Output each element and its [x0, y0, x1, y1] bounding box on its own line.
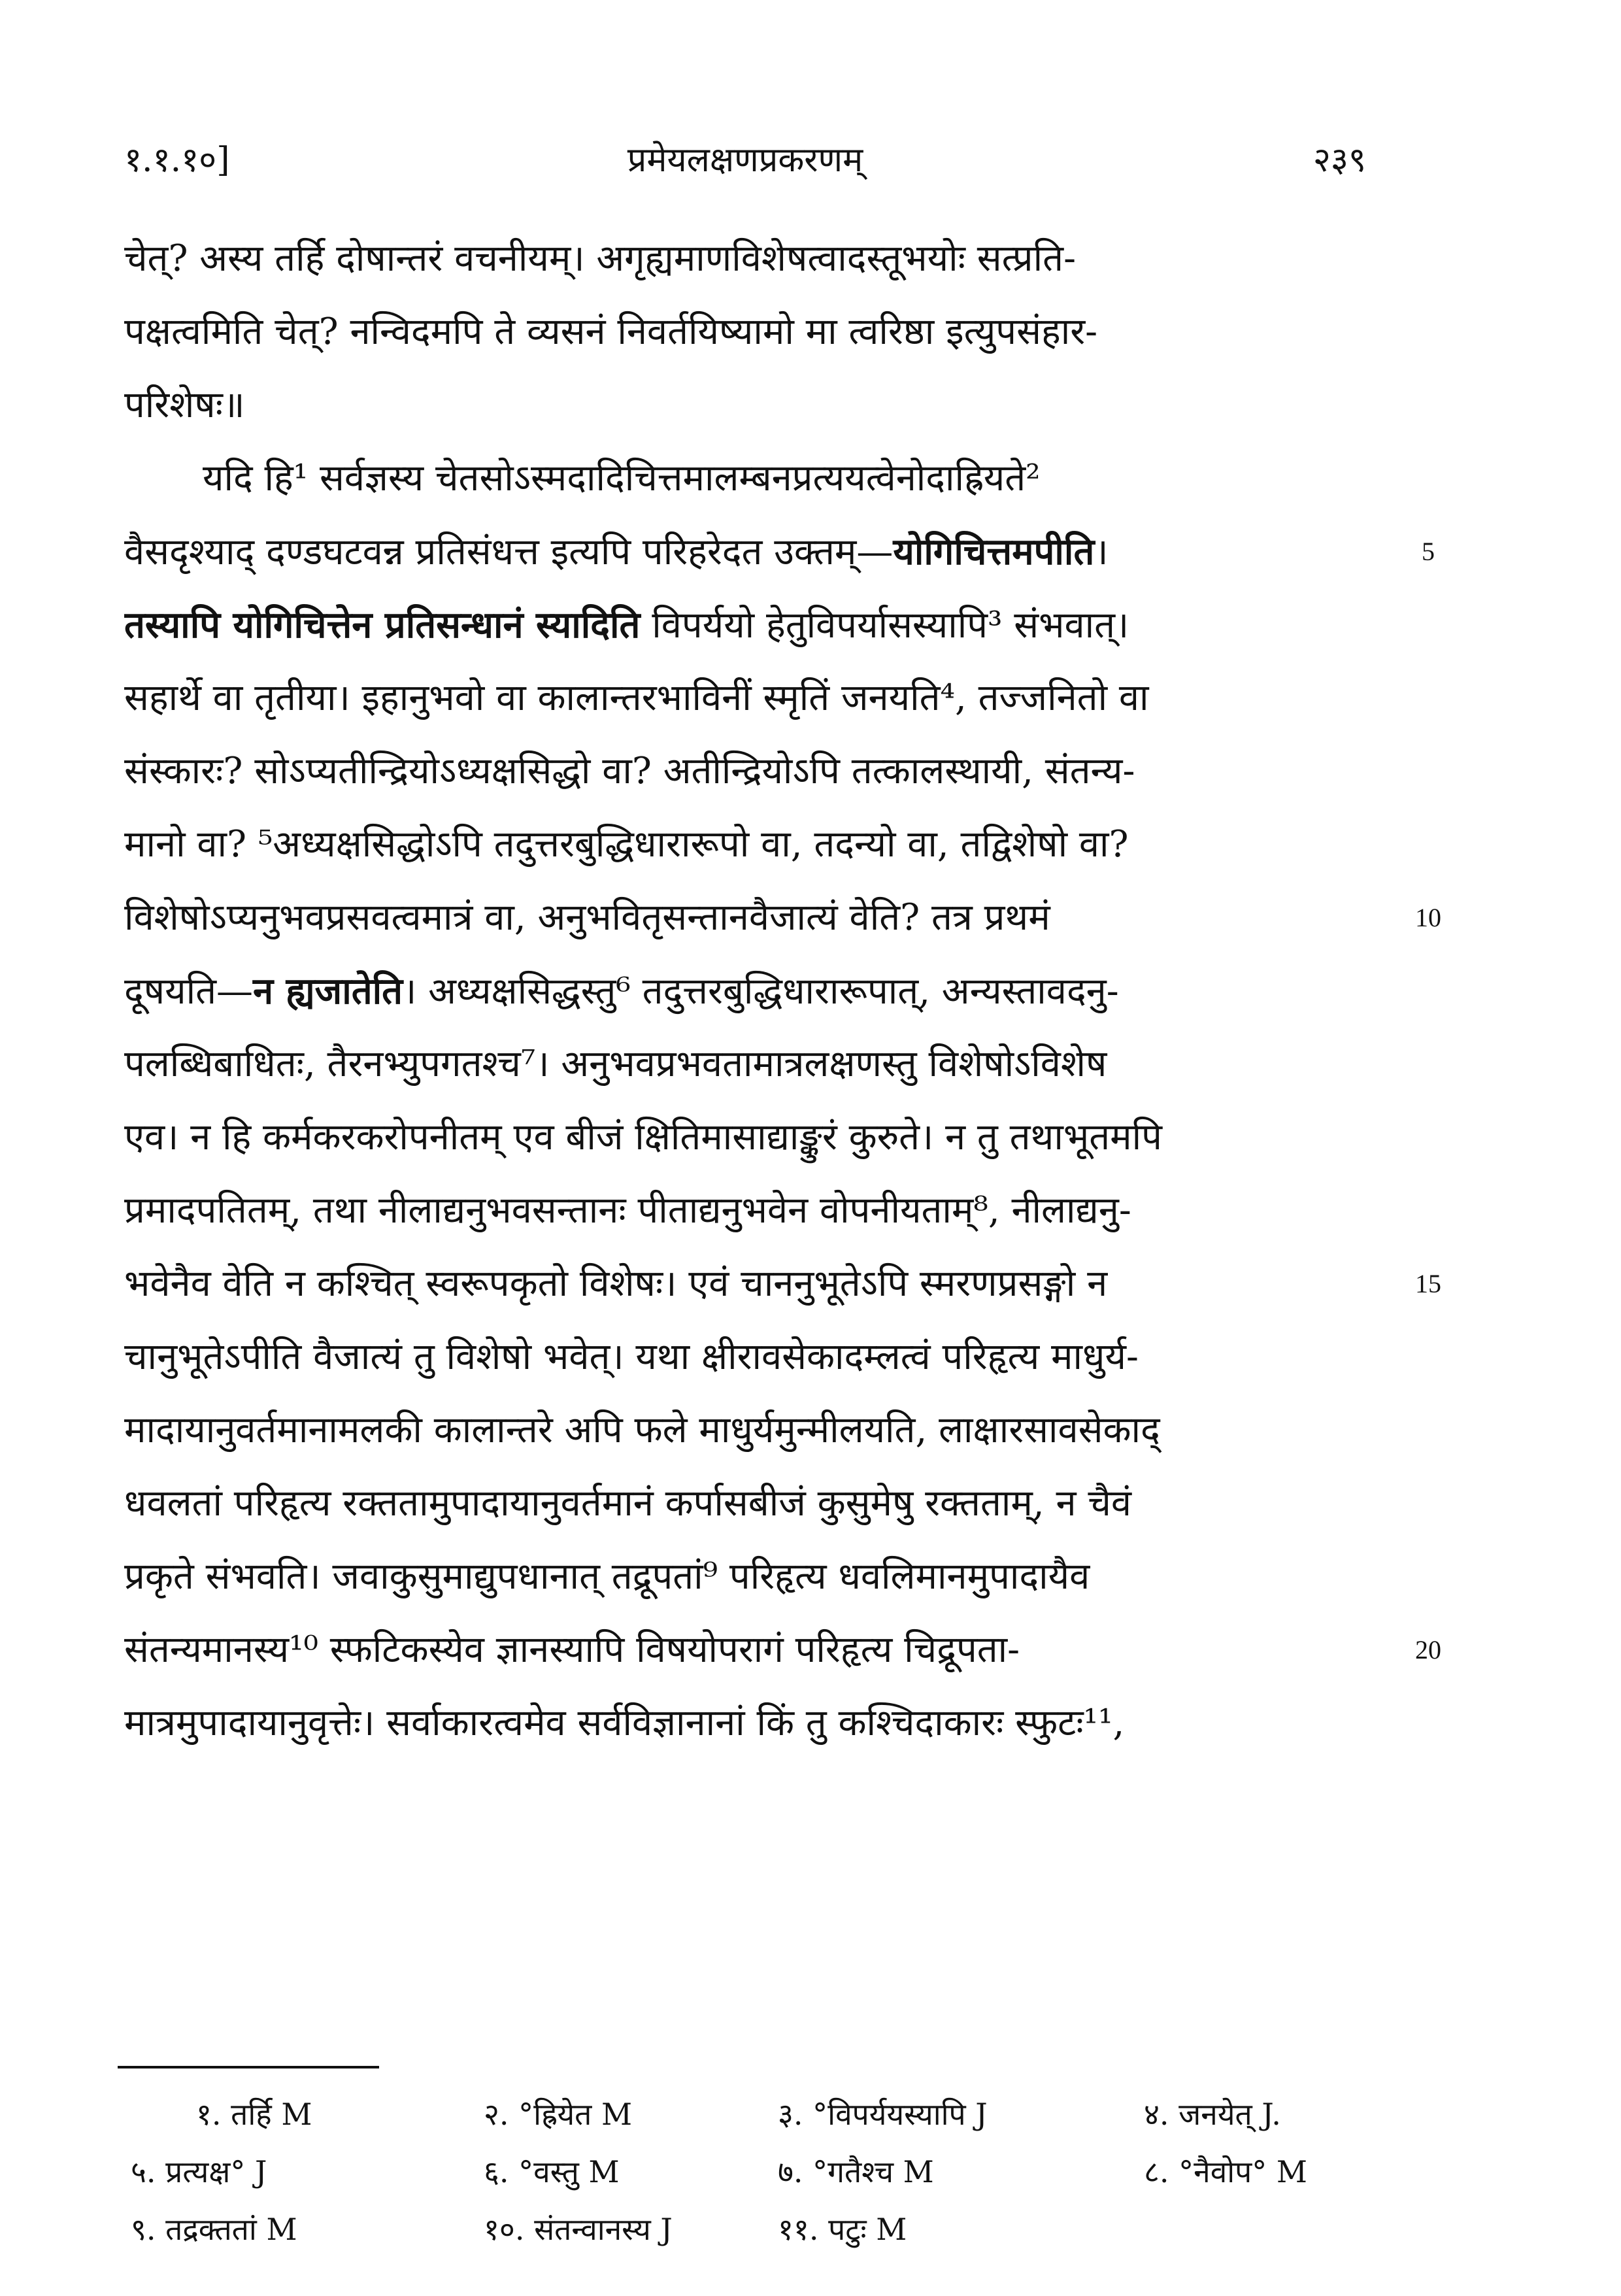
footnote: ६. °वस्तु M	[484, 2154, 620, 2189]
text-line: यदि हि¹ सर्वज्ञस्य चेतसोऽस्मदादिचित्तमालम्बनप्रत्ययत्वेनोदाह्रियते²	[203, 457, 1041, 499]
text-line: तस्यापि योगिचित्तेन प्रतिसन्धानं स्यादिति विपर्ययो हेतुविपर्यासस्यापि³ संभवात्।	[124, 603, 1129, 647]
text-line: प्रमादपतितम्, तथा नीलाद्यनुभवसन्तानः पीताद्यनुभवेन वोपनीयताम्⁸, नीलाद्यनु-	[124, 1189, 1131, 1232]
text-line: चेत्? अस्य तर्हि दोषान्तरं वचनीयम्। अगृह्यमाणविशेषत्वादस्तूभयोः सत्प्रति-	[124, 237, 1077, 280]
text-line: संतन्यमानस्य¹⁰ स्फटिकस्येव ज्ञानस्यापि विषयोपरागं परिहृत्य चिद्रूपता-	[124, 1629, 1020, 1671]
footnotes	[124, 2085, 1366, 2258]
text-line: भवेनैव वेति न कश्चित् स्वरूपकृतो विशेषः। एवं चाननुभूतेऽपि स्मरणप्रसङ्गो न	[124, 1262, 1108, 1305]
line-number: 20	[1415, 1635, 1441, 1664]
bold-citation: योगिचित्तमपीति	[893, 530, 1095, 573]
footnote-row	[124, 2143, 1366, 2201]
running-head	[124, 131, 1366, 190]
footnote: ९. तद्रक्ततां M	[131, 2212, 297, 2247]
line-number: 10	[1415, 903, 1441, 932]
text-line: विशेषोऽप्यनुभवप्रसवत्वमात्रं वा, अनुभवितृसन्तानवैजात्यं वेति? तत्र प्रथमं	[124, 896, 1050, 939]
footnote-rule	[118, 2066, 379, 2068]
footnote: ७. °गतैश्च M	[778, 2154, 934, 2189]
text-line: पलब्धिबाधितः, तैरनभ्युपगतश्च⁷। अनुभवप्रभवतामात्रलक्षणस्तु विशेषोऽविशेष	[124, 1043, 1107, 1085]
text-line: मादायानुवर्तमानामलकी कालान्तरे अपि फले माधुर्यमुन्मीलयति, लाक्षारसावसेकाद्	[124, 1409, 1160, 1451]
section-number: १.१.१०]	[124, 141, 230, 180]
footnote: ५. प्रत्यक्ष° J	[131, 2154, 267, 2189]
footnote: ४. जनयेत् J.	[1144, 2097, 1281, 2132]
text-line: एव। न हि कर्मकरकरोपनीतम् एव बीजं क्षितिमासाद्याङ्कुरं कुरुते। न तु तथाभूतमपि	[124, 1116, 1162, 1158]
footnote: ११. पटुः M	[778, 2212, 907, 2247]
footnote: २. °ह्रियेत M	[484, 2097, 633, 2132]
footnote: १०. संतन्वानस्य J	[484, 2212, 673, 2247]
line-number: 15	[1415, 1269, 1441, 1298]
chapter-title: प्रमेयलक्षणप्रकरणम्	[627, 141, 863, 180]
bold-citation: तस्यापि योगिचित्तेन प्रतिसन्धानं स्यादिति	[124, 603, 641, 647]
footnote: ८. °नैवोप° M	[1144, 2154, 1308, 2189]
footnote-row	[124, 2201, 1366, 2258]
text-line: सहार्थे वा तृतीया। इहानुभवो वा कालान्तरभाविनीं स्मृतिं जनयति⁴, तज्जनितो वा	[124, 677, 1149, 719]
footnote: १. तर्हि M	[196, 2097, 312, 2132]
text-line: धवलतां परिहृत्य रक्ततामुपादायानुवर्तमानं कर्पासबीजं कुसुमेषु रक्तताम्, न चैवं	[124, 1482, 1132, 1525]
text-line: दूषयति—न ह्यजातेति। अध्यक्षसिद्धस्तु⁶ तदुत्तरबुद्धिधारारूपात्, अन्यस्तावदनु-	[124, 970, 1119, 1013]
text-line: संस्कारः? सोऽप्यतीन्द्रियोऽध्यक्षसिद्धो वा? अतीन्द्रियोऽपि तत्कालस्थायी, संतन्य-	[124, 750, 1135, 792]
text-line: चानुभूतेऽपीति वैजात्यं तु विशेषो भवेत्। यथा क्षीरावसेकादम्लत्वं परिहृत्य माधुर्य-	[124, 1336, 1139, 1378]
main-text	[124, 222, 1366, 1760]
bold-citation: न ह्यजातेति	[253, 970, 403, 1013]
text-line: मात्रमुपादायानुवृत्तेः। सर्वाकारत्वमेव सर्वविज्ञानानां किं तु कश्चिदाकारः स्फुटः¹¹,	[124, 1702, 1125, 1744]
line-number: 5	[1422, 537, 1435, 566]
text-line: पक्षत्वमिति चेत्? नन्विदमपि ते व्यसनं निवर्तयिष्यामो मा त्वरिष्ठा इत्युपसंहार-	[124, 311, 1098, 353]
page-number: २३९	[1312, 141, 1366, 180]
text-line: वैसदृश्याद् दण्डघटवन्न प्रतिसंधत्त इत्यपि परिहरेदत उक्तम्—योगिचित्तमपीति।	[124, 530, 1109, 573]
text-line: मानो वा? ⁵अध्यक्षसिद्धोऽपि तदुत्तरबुद्धिधारारूपो वा, तदन्यो वा, तद्विशेषो वा?	[124, 823, 1129, 866]
text-line: प्रकृते संभवति। जवाकुसुमाद्युपधानात् तद्रूपतां⁹ परिहृत्य धवलिमानमुपादायैव	[124, 1555, 1090, 1598]
footnote-row	[124, 2085, 1366, 2143]
text-line: परिशेषः॥	[124, 384, 245, 426]
footnote: ३. °विपर्ययस्यापि J	[778, 2097, 988, 2132]
